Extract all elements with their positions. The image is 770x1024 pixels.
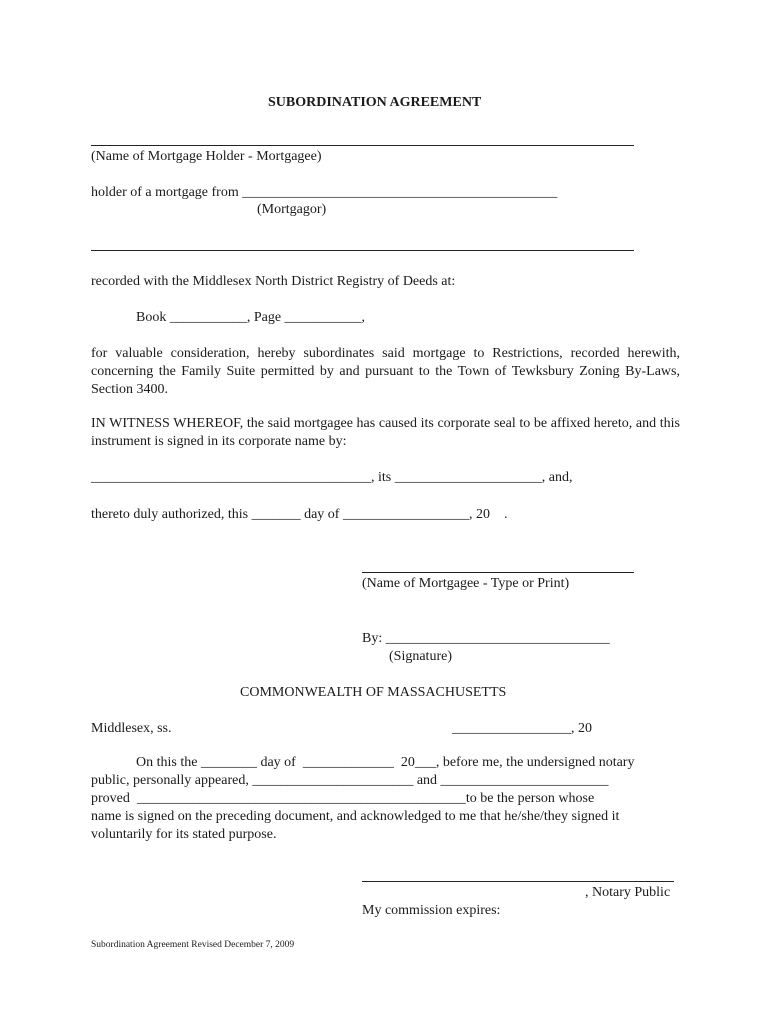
mortgagee-name-blank [362,572,634,573]
mortgagor-blank [91,250,634,251]
mortgagee-caption: (Name of Mortgagee - Type or Print) [362,576,570,591]
county-label: Middlesex, ss. [91,721,172,736]
notary-public-label: , Notary Public [585,885,671,900]
witness-paragraph: IN WITNESS WHEREOF, the said mortgagee has caused its corporate seal to be affixed hereto, and this instrument is signed in its corporate name by: [91,416,680,449]
signature-caption: (Signature) [389,649,452,664]
holder-line: holder of a mortgage from _____________________________________________ [91,185,558,200]
notary-text-line-1: On this the ________ day of _____________ 20___, before me, the undersigned notary [136,755,635,770]
mortgage-holder-caption: (Name of Mortgage Holder - Mortgagee) [91,149,322,164]
mortgage-holder-blank [91,145,634,146]
consideration-paragraph: for valuable consideration, hereby subordinates said mortgage to Restrictions, recorded herewith, concerning the Family Suite permitted by and pursuant to the Town of Tewksbury Zoning By-Laws, Section 3400. [91,346,680,397]
mortgagor-caption: (Mortgagor) [257,202,327,217]
by-signature-line: By: ________________________________ [362,631,610,646]
notary-text-line-2: public, personally appeared, _______________________ and ________________________ [91,773,609,788]
commission-expires-label: My commission expires: [362,903,501,918]
notary-date-line: _________________, 20 [452,721,592,736]
document-title: SUBORDINATION AGREEMENT [268,95,482,110]
notary-text-line-5: voluntarily for its stated purpose. [91,827,277,842]
recorded-line: recorded with the Middlesex North District Registry of Deeds at: [91,274,456,289]
notary-text-line-4: name is signed on the preceding document, and acknowledged to me that he/she/they signed it [91,809,620,824]
notary-signature-blank [362,881,674,882]
signer-line: ________________________________________, its _____________________, and, [91,470,573,485]
document-footer: Subordination Agreement Revised December 7, 2009 [91,940,295,950]
notary-text-line-3: proved _______________________________________________to be the person whose [91,791,595,806]
authorized-line: thereto duly authorized, this _______ day of __________________, 20 . [91,507,508,522]
commonwealth-heading: COMMONWEALTH OF MASSACHUSETTS [240,685,507,700]
book-page-line: Book ___________, Page ___________, [136,310,366,325]
